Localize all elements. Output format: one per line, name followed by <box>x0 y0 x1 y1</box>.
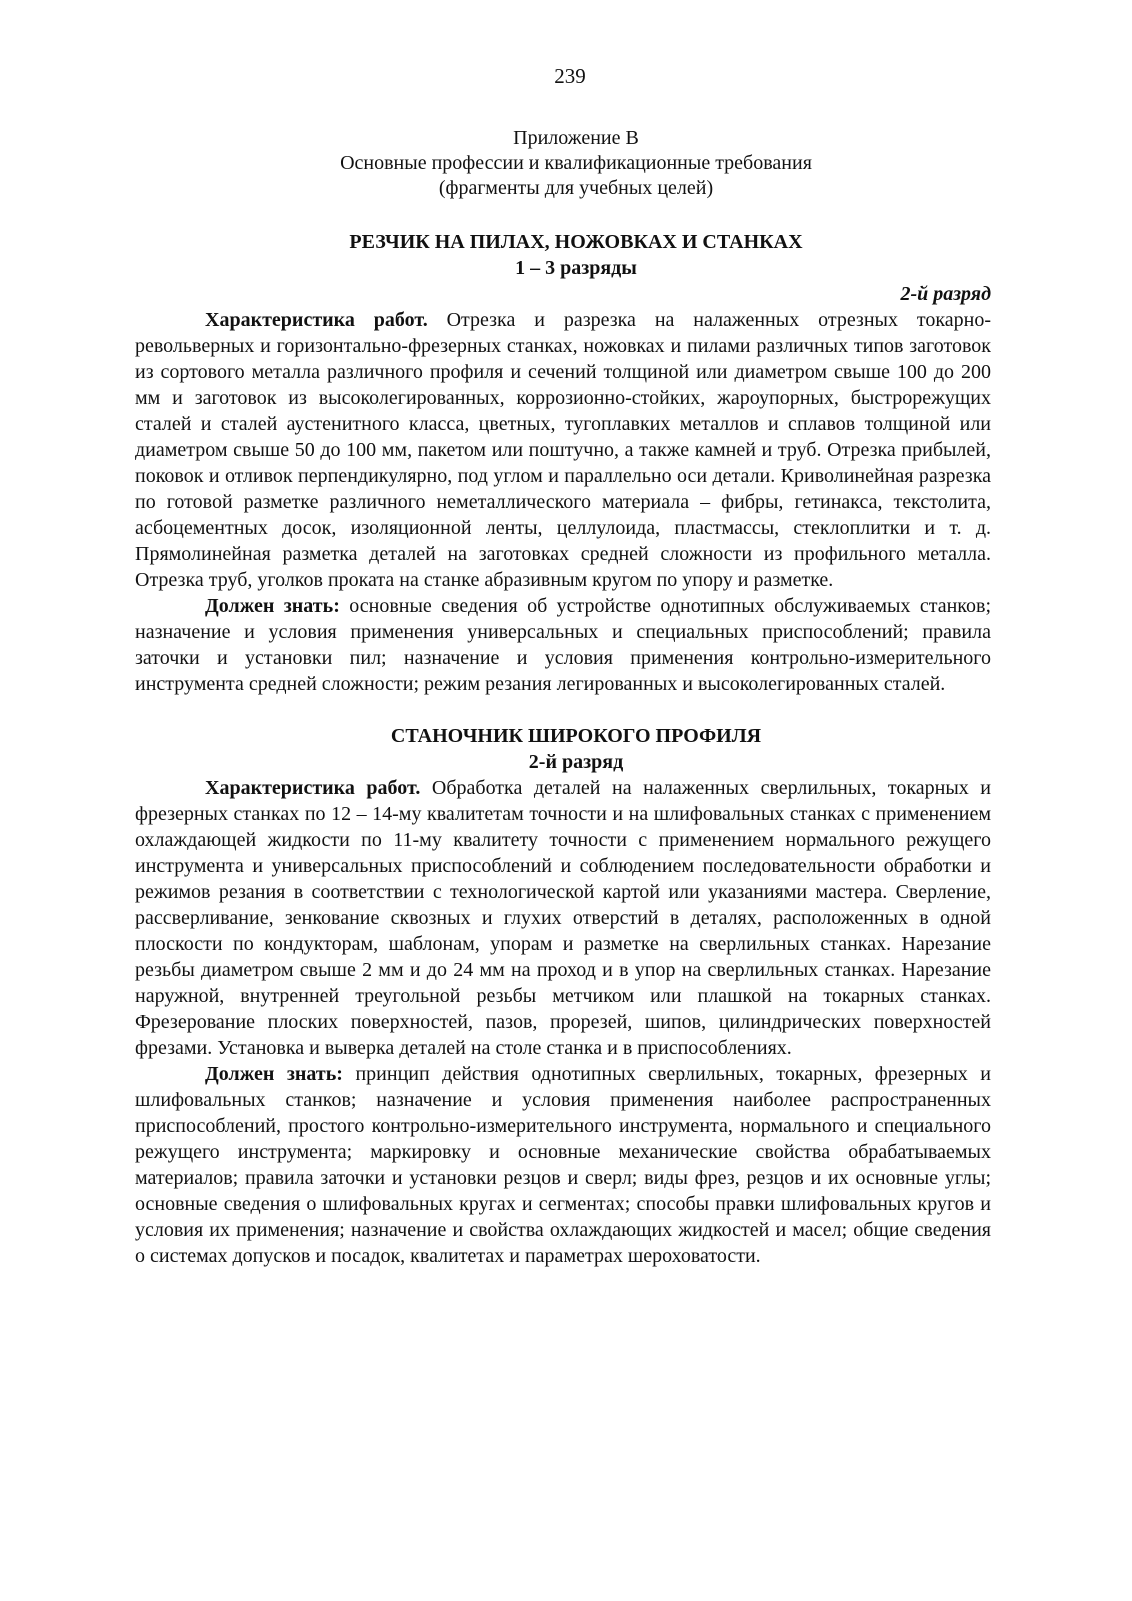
appendix-title: Основные профессии и квалификационные требования <box>340 152 812 174</box>
knowledge-label: Должен знать: <box>205 1063 343 1085</box>
rank-label: 2-й разряд <box>900 283 991 305</box>
work-description-text: Обработка деталей на налаженных сверлильных, токарных и фрезерных станках по 12 – 14-му квалитетам точности и на шлифовальных станках с применением охлаждающей жидкости по 11-му квалитету точности с применением нормального режущего инструмента и универсальных приспособлений и соблюдением последовательности обработки и режимов резания в соответствии с технологической картой или указаниями мастера. Сверление, рассверливание, зенкование сквозных и глухих отверстий в деталях, расположенных в одной плоскости по кондукторам, шаблонам, упорам и разметке на сверлильных станках. Нарезание резьбы диаметром свыше 2 мм и до 24 мм на проход и в упор на сверлильных станках. Нарезание наружной, внутренней треугольной резьбы метчиком или плашкой на токарных станках. Фрезерование плоских поверхностей, пазов, прорезей, шипов, цилиндрических поверхностей фрезами. Установка и выверка деталей на столе станка и в приспособлениях. <box>135 777 992 1059</box>
knowledge-paragraph <box>135 593 991 697</box>
knowledge-text: принцип действия однотипных сверлильных, токарных, фрезерных и шлифовальных станков; назначение и условия применения наиболее распространенных приспособлений, простого контрольно-измерительного инструмента, нормального и специального режущего инструмента; маркировку и основные механические свойства обрабатываемых материалов; правила заточки и установки резцов и сверл; виды фрез, резцов и их основные углы; основные сведения о шлифовальных кругах и сегментах; способы правки шлифовальных кругов и условия их применения; назначение и свойства охлаждающих жидкостей и масел; общие сведения о системах допусков и посадок, квалитетах и параметрах шероховатости. <box>135 1063 991 1267</box>
section-title: СТАНОЧНИК ШИРОКОГО ПРОФИЛЯ <box>390 725 762 747</box>
appendix-label: Приложение В <box>513 127 639 149</box>
knowledge-text: основные сведения об устройстве однотипных обслуживаемых станков; назначение и условия применения универсальных и специальных приспособлений; правила заточки и установки пил; назначение и условия применения контрольно-измерительного инструмента средней сложности; режим резания легированных и высоколегированных сталей. <box>135 595 991 695</box>
knowledge-paragraph <box>135 1061 991 1269</box>
section-cutter <box>135 229 991 697</box>
section-subtitle: 1 – 3 разряды <box>515 257 637 279</box>
appendix-note: (фрагменты для учебных целей) <box>438 177 714 199</box>
knowledge-label: Должен знать: <box>205 595 340 617</box>
work-description-paragraph <box>135 307 991 593</box>
work-description-paragraph <box>135 775 991 1061</box>
section-machine-operator <box>135 723 991 1269</box>
section-title: РЕЗЧИК НА ПИЛАХ, НОЖОВКАХ И СТАНКАХ <box>349 231 803 253</box>
section-subtitle: 2-й разряд <box>528 751 624 773</box>
work-description-label: Характеристика работ. <box>205 309 428 331</box>
appendix-header <box>135 126 991 201</box>
work-description-label: Характеристика работ. <box>205 777 421 799</box>
work-description-text: Отрезка и разрезка на налаженных отрезных токарно-револьверных и горизонтально-фрезерных станках, ножовках и пилами различных типов заготовок из сортового металла различного профиля и сечений толщиной или диаметром свыше 100 до 200 мм и заготовок из высоколегированных, коррозионно-стойких, жароупорных, быстрорежущих сталей и сталей аустенитного класса, цветных, тугоплавких металлов и сплавов толщиной или диаметром свыше 50 до 100 мм, пакетом или поштучно, а также камней и труб. Отрезка прибылей, поковок и отливок перпендикулярно, под углом и параллельно оси детали. Криволинейная разрезка по готовой разметке различного неметаллического материала – фибры, гетинакса, текстолита, асбоцементных досок, изоляционной ленты, целлулоида, пластмассы, стеклоплитки и т. д. Прямолинейная разметка деталей на заготовках средней сложности из профильного металла. Отрезка труб, уголков проката на станке абразивным кругом по упору и разметке. <box>135 309 992 591</box>
page-number: 239 <box>554 64 586 88</box>
